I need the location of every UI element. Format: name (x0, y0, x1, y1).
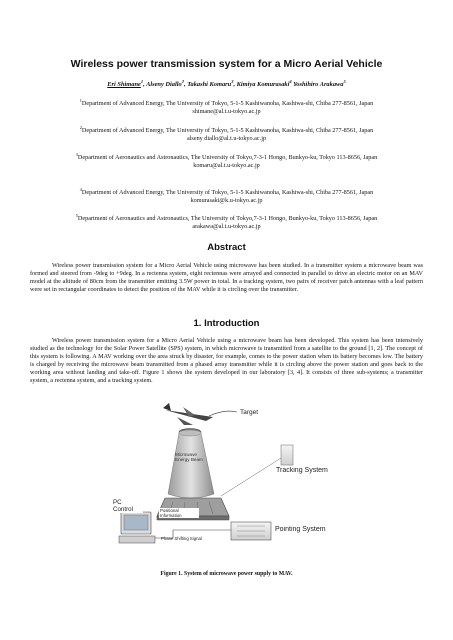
aircraft-icon (163, 403, 213, 425)
pc-control-label: PC Control (113, 499, 143, 513)
author-name: Kimiya Komurasaki (236, 81, 290, 89)
target-label: Target (240, 409, 259, 416)
paper-title: Wireless power transmission system for a Micro Aerial Vehicle (70, 58, 383, 70)
introduction-heading: 1. Introduction (193, 318, 260, 329)
affiliation-3: $^3$Department of Aeronautics and Astronautics, The University of Tokyo,7-3-1 Hongo, Bunkyo-ku, Tokyo 113-8656, Japan komaru@al.t.u-tokyo.ac.jp (75, 152, 378, 170)
positional-information-label: Positional Information (159, 508, 199, 518)
target-pointer-line (209, 411, 237, 416)
system-diagram-figure (113, 398, 341, 565)
affiliation-5: $^5$Department of Aeronautics and Astronautics, The University of Tokyo,7-3-1 Hongo, Bunkyo-ku, Tokyo 113-8656, Japan arakawa@al.t.u-tokyo.ac.jp (75, 213, 378, 231)
author-name: Yoshihiro Arakawa (293, 81, 344, 89)
affiliation-4: $^4$Department of Advanced Energy, The University of Tokyo, 5-1-5 Kashiwanoha, Kashiwa-shi, Chiba 277-8561, Japan komurasaki@k.u-tokyo.ac.jp (79, 187, 374, 205)
affiliation-2: $^2$Department of Advanced Energy, The University of Tokyo, 5-1-5 Kashiwanoha, Kashiwa-shi, Chiba 277-8561, Japan alseny diallo@al.t.u-tokyo.ac.jp (79, 125, 374, 143)
tracking-system-label: Tracking System (276, 467, 328, 474)
abstract-text: Wireless power transmission system for a Micro Aerial Vehicle using microwave has been studied. In a transmitter system a microwave beam was formed and steered from -9deg to +9deg. In a rectenna system, eight rectennas were arrayed and connected in parallel to drive an electric motor on an MAV model at the altitude of 80cm from the transmitter emitting 3.5W power in total. In a tracking system, two pairs of receiver patch antennas with a leaf pattern were set in rectangular coordinates to detect the position of the MAV while it is circling over the transmitter. (30, 262, 423, 294)
author-name: Alseny Diallo (146, 81, 182, 89)
affiliation-email: alseny diallo@al.t.u-tokyo.ac.jp (186, 135, 267, 143)
tracking-antenna-icon (281, 445, 293, 465)
author-name: Takashi Komaru (187, 81, 232, 89)
beam-label-text: Microwave Energy Beam (175, 452, 203, 463)
author-list: Eri Shimane$^1$, Alseny Diallo$^2$, Takashi Komaru$^3$, Kimiya Komurasaki$^4$ Yoshihiro Arakawa$^5$ (107, 79, 346, 89)
figure-caption: Figure 1. System of microwave power supply to MAV. (160, 571, 293, 577)
affiliation-email: komurasaki@k.u-tokyo.ac.jp (190, 197, 263, 205)
abstract-heading: Abstract (207, 242, 246, 253)
author-name: Eri Shimane (107, 81, 141, 89)
affiliation-email: shimane@al.t.u-tokyo.ac.jp (192, 108, 261, 116)
affiliation-email: komaru@al.t.u-tokyo.ac.jp (193, 162, 260, 170)
phase-shifting-signal-label: Phase Shifting Signal (161, 536, 202, 541)
introduction-text: Wireless power transmission system for a Micro Aerial Vehicle using a microwave beam has been developed. This system has been intensively studied as the technology for the Solar Power Satellite (SPS) system, in which microwave is transmitted from a satellite to the ground [1, 2]. The concept of this system is following. A MAV working over the area struck by disaster, for example, comes to the power station when its battery becomes low. The battery is charged by receiving the microwave beam transmitted from a phased array transmitter while it is circling above the power station and goes back to the working area without landing and take-off. Figure 1 shows the system developed in our laboratory [3, 4]. It consists of three sub-systems; a transmitter system, a rectenna system, and a tracking system. (30, 337, 423, 385)
affiliation-email: arakawa@al.t.u-tokyo.ac.jp (192, 223, 261, 231)
affiliation-1: $^1$Department of Advanced Energy, The University of Tokyo, 5-1-5 Kashiwanoha, Kashiwa-shi, Chiba 277-8561, Japan shimane@al.t.u-tokyo.ac.jp (79, 98, 374, 116)
pointing-system-label: Pointing System (275, 526, 326, 533)
